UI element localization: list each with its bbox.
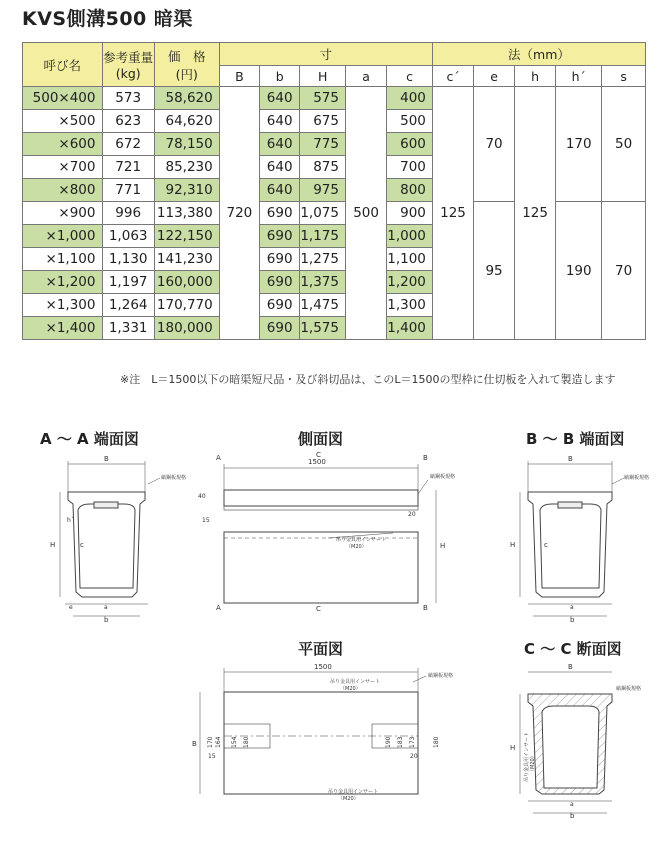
aa-dim-c: c <box>80 541 84 549</box>
cell-H: 975 <box>300 179 346 202</box>
plan-dim-173: 173 <box>409 736 416 748</box>
cell-e: 70 <box>474 87 515 202</box>
plan-dim-164: 164 <box>215 736 222 748</box>
cell-h2: 170 <box>556 87 602 202</box>
side-insert-label: 吊り金具用インサート <box>336 537 387 543</box>
cell-weight: 721 <box>102 156 154 179</box>
plan-dim-190: 190 <box>385 736 392 748</box>
cell-name: ×1,400 <box>23 317 103 340</box>
cell-name: ×700 <box>23 156 103 179</box>
bb-kiban-label: 縞鋼板規格 <box>624 475 650 481</box>
cell-name: ×500 <box>23 110 103 133</box>
cell-b: 690 <box>260 202 300 225</box>
side-cut-C-bottom: C <box>316 605 321 613</box>
cc-title: C ～ C 断面図 <box>524 640 622 658</box>
cell-H: 1,375 <box>300 271 346 294</box>
plan-dim-180-left: 180 <box>243 736 250 748</box>
header-dim-1: b <box>260 66 300 87</box>
plan-dim-1500: 1500 <box>314 663 332 671</box>
aa-dim-e: e <box>69 604 73 611</box>
cell-c: 900 <box>387 202 433 225</box>
cell-H: 875 <box>300 156 346 179</box>
cell-c: 700 <box>387 156 433 179</box>
header-name: 呼び名 <box>23 43 103 87</box>
header-dim-3: a <box>345 66 386 87</box>
cell-weight: 1,130 <box>102 248 154 271</box>
side-dim-15: 15 <box>202 517 210 524</box>
cell-weight: 672 <box>102 133 154 156</box>
plan-m20-label-top: （M20） <box>340 686 361 692</box>
side-dim-20: 20 <box>408 511 416 518</box>
bb-title: B ～ B 端面図 <box>526 430 625 448</box>
cell-name: ×600 <box>23 133 103 156</box>
cell-price: 78,150 <box>154 133 219 156</box>
cell-c: 1,100 <box>387 248 433 271</box>
cell-name: ×1,300 <box>23 294 103 317</box>
cell-weight: 996 <box>102 202 154 225</box>
cell-c: 1,300 <box>387 294 433 317</box>
bb-dim-H: H <box>510 541 516 549</box>
table-row <box>23 87 646 110</box>
cell-b: 690 <box>260 248 300 271</box>
cell-h: 125 <box>514 87 555 340</box>
cell-H: 1,475 <box>300 294 346 317</box>
header-weight: 参考重量 (kg) <box>102 43 154 87</box>
side-kiban-label: 縞鋼板規格 <box>430 474 456 480</box>
plan-kiban-label: 縞鋼板規格 <box>428 673 454 679</box>
bb-drawing <box>500 452 660 627</box>
cc-dim-b: b <box>570 812 575 820</box>
cell-weight: 623 <box>102 110 154 133</box>
aa-title: A ～ A 端面図 <box>40 430 139 448</box>
cell-weight: 1,331 <box>102 317 154 340</box>
cell-name: ×900 <box>23 202 103 225</box>
side-title: 側面図 <box>298 430 344 448</box>
header-dim-left: 寸 <box>219 43 432 66</box>
side-drawing <box>188 448 473 618</box>
aa-drawing <box>20 452 187 627</box>
header-dim-5: c´ <box>432 66 473 87</box>
cell-H: 1,275 <box>300 248 346 271</box>
cell-price: 113,380 <box>154 202 219 225</box>
cell-price: 92,310 <box>154 179 219 202</box>
plan-insert-label-top: 吊り金具用インサート <box>330 679 381 685</box>
page-title: KVS側溝500 暗渠 <box>22 8 193 30</box>
cell-b: 640 <box>260 110 300 133</box>
cell-b: 640 <box>260 156 300 179</box>
cell-weight: 573 <box>102 87 154 110</box>
header-dim-right: 法（mm） <box>432 43 645 66</box>
cell-weight: 771 <box>102 179 154 202</box>
cc-insert-label: 吊り金具用インサート <box>524 731 530 782</box>
header-dim-7: h <box>514 66 555 87</box>
cell-name: ×1,100 <box>23 248 103 271</box>
aa-dim-b: b <box>104 616 109 624</box>
cell-name: ×1,000 <box>23 225 103 248</box>
cell-a: 500 <box>345 87 386 340</box>
cell-H: 1,175 <box>300 225 346 248</box>
cell-H: 575 <box>300 87 346 110</box>
cc-drawing <box>500 660 660 820</box>
header-dim-6: e <box>474 66 515 87</box>
cell-price: 170,770 <box>154 294 219 317</box>
aa-dim-B: B <box>104 455 109 463</box>
aa-dim-a: a <box>104 604 108 611</box>
cell-H: 1,575 <box>300 317 346 340</box>
cc-m20-label: （M20） <box>530 753 536 774</box>
cell-weight: 1,197 <box>102 271 154 294</box>
plan-dim-20: 20 <box>410 753 418 760</box>
plan-title: 平面図 <box>298 640 344 658</box>
cell-c: 1,400 <box>387 317 433 340</box>
cc-kiban-label: 縞鋼板規格 <box>616 686 642 692</box>
bb-dim-c: c <box>544 541 548 549</box>
plan-dim-183: 183 <box>397 736 404 748</box>
cell-weight: 1,063 <box>102 225 154 248</box>
cell-H: 775 <box>300 133 346 156</box>
bb-dim-b: b <box>570 616 575 624</box>
side-cut-A-bottom: A <box>216 604 221 612</box>
cell-price: 180,000 <box>154 317 219 340</box>
cell-name: ×1,200 <box>23 271 103 294</box>
header-dim-4: c <box>387 66 433 87</box>
cell-c: 800 <box>387 179 433 202</box>
plan-dim-154: 154 <box>231 736 238 748</box>
cell-c: 600 <box>387 133 433 156</box>
cell-name: ×800 <box>23 179 103 202</box>
cell-H: 675 <box>300 110 346 133</box>
cc-dim-a: a <box>570 801 574 808</box>
cell-price: 58,620 <box>154 87 219 110</box>
plan-dim-170: 170 <box>207 736 214 748</box>
cell-H: 1,075 <box>300 202 346 225</box>
cell-c: 1,000 <box>387 225 433 248</box>
cell-name: 500×400 <box>23 87 103 110</box>
plan-drawing <box>178 660 458 810</box>
side-dim-40: 40 <box>198 493 206 500</box>
side-cut-A-top: A <box>216 454 221 462</box>
cell-s: 70 <box>602 202 646 340</box>
header-price: 価 格 (円) <box>154 43 219 87</box>
plan-dim-15: 15 <box>208 753 216 760</box>
cell-b: 690 <box>260 317 300 340</box>
cell-b: 640 <box>260 87 300 110</box>
cell-B: 720 <box>219 87 259 340</box>
cc-dim-H: H <box>510 744 516 752</box>
cell-c2: 125 <box>432 87 473 340</box>
header-dim-0: B <box>219 66 259 87</box>
cell-s: 50 <box>602 87 646 202</box>
plan-dim-180-right: 180 <box>433 736 440 748</box>
aa-dim-H: H <box>50 541 56 549</box>
cell-price: 141,230 <box>154 248 219 271</box>
side-m20-label: （M20） <box>346 544 367 550</box>
cell-price: 122,150 <box>154 225 219 248</box>
plan-m20-label-bottom: （M20） <box>338 796 359 802</box>
header-dim-8: h´ <box>556 66 602 87</box>
cell-price: 64,620 <box>154 110 219 133</box>
cell-b: 690 <box>260 225 300 248</box>
cell-price: 85,230 <box>154 156 219 179</box>
cell-b: 690 <box>260 294 300 317</box>
aa-kiban-label: 縞鋼板規格 <box>161 475 187 481</box>
cell-b: 640 <box>260 179 300 202</box>
bb-dim-a: a <box>570 604 574 611</box>
side-cut-B-top: B <box>423 454 428 462</box>
cell-h2: 190 <box>556 202 602 340</box>
cell-e: 95 <box>474 202 515 340</box>
plan-dim-B: B <box>192 740 197 748</box>
side-dim-H: H <box>440 542 446 550</box>
header-dim-2: H <box>300 66 346 87</box>
cell-c: 500 <box>387 110 433 133</box>
aa-dim-h2: h´ <box>67 517 74 524</box>
cell-c: 1,200 <box>387 271 433 294</box>
cell-price: 160,000 <box>154 271 219 294</box>
note: ※注 L＝1500以下の暗渠短尺品・及び斜切品は、このL＝1500の型枠に仕切板を入れて製造します <box>120 373 616 386</box>
cc-dim-B: B <box>568 663 573 671</box>
cell-b: 640 <box>260 133 300 156</box>
bb-dim-B: B <box>568 455 573 463</box>
plan-insert-label-bottom: 吊り金具用インサート <box>328 789 379 795</box>
cell-weight: 1,264 <box>102 294 154 317</box>
side-cut-B-bottom: B <box>423 604 428 612</box>
cell-c: 400 <box>387 87 433 110</box>
cell-b: 690 <box>260 271 300 294</box>
header-dim-9: s <box>602 66 646 87</box>
spec-table <box>22 42 646 340</box>
side-cut-C-top: C <box>316 451 321 459</box>
side-dim-1500: 1500 <box>308 458 326 466</box>
